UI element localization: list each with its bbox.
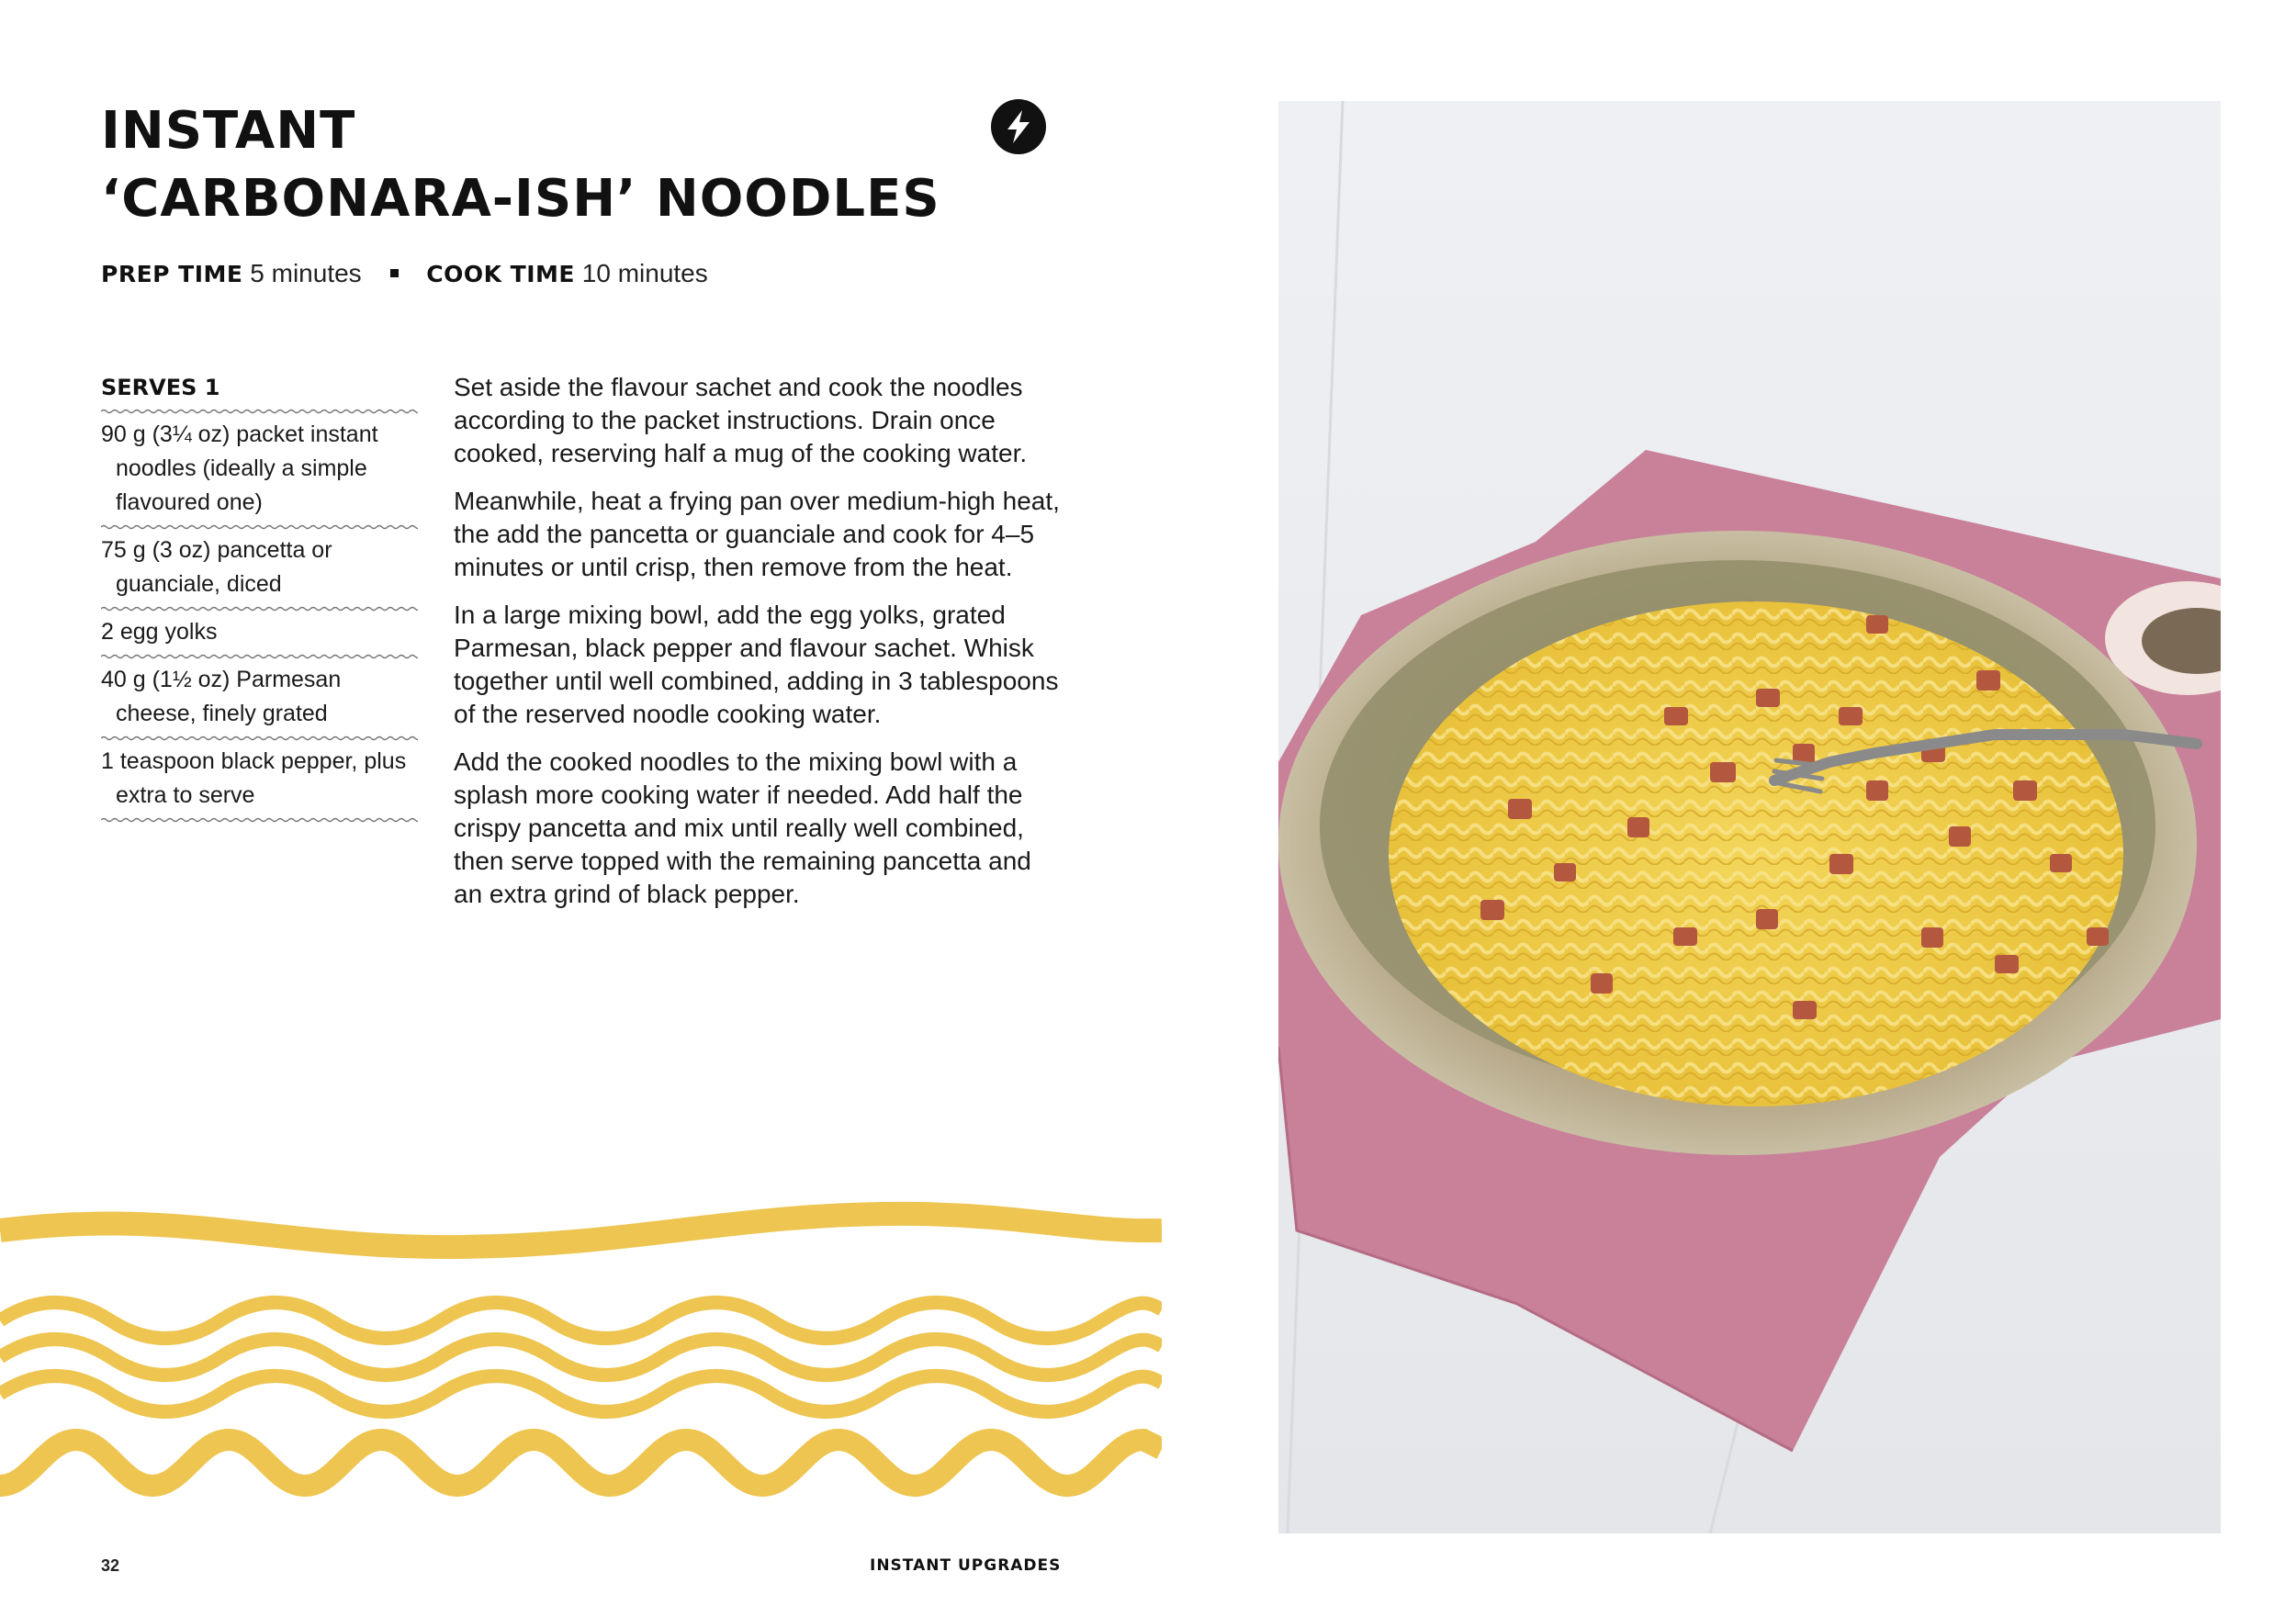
ingredient-item: 2 egg yolks [101, 619, 218, 645]
method-step: In a large mixing bowl, add the egg yolks, grated Parmesan, black pepper and flavour sachet. Whisk together until well combined, adding in 3 tablespoons of the reserved noodle cooking water. [454, 601, 1059, 728]
wavy-divider [101, 523, 418, 531]
page-number: 32 [101, 1556, 120, 1575]
recipe-title [101, 97, 940, 233]
noodle-strand [0, 1214, 1162, 1247]
lightning-bolt-icon [991, 99, 1046, 154]
cook-time-label: COOK TIME [426, 261, 575, 287]
method-steps [454, 371, 1060, 926]
noodle-wave-decoration [0, 1194, 1162, 1506]
method-step: Add the cooked noodles to the mixing bowl with a splash more cooking water if needed. Add half the crispy pancetta and mix until really well combined, then serve topped with the remaining pancetta and an extra grind of black pepper. [454, 747, 1031, 908]
separator-dot [390, 269, 399, 277]
recipe-photo [1278, 101, 2221, 1533]
prep-time-value: 5 minutes [250, 259, 362, 287]
noodle-strand [0, 1303, 1162, 1339]
recipe-title-line-2: ‘CARBONARA-ISH’ NOODLES [101, 169, 940, 229]
wavy-divider [101, 653, 418, 660]
noodle-strand [0, 1440, 1162, 1486]
section-name: INSTANT UPGRADES [870, 1556, 1062, 1575]
serves-heading: SERVES 1 [101, 375, 220, 400]
ingredient-item: 90 g (3¼ oz) packet instant noodles (ideally a simple flavoured one) [101, 421, 378, 515]
ingredient-item: 1 teaspoon black pepper, plus extra to serve [101, 748, 407, 808]
wavy-divider [101, 735, 418, 742]
recipe-title-line-1: INSTANT [101, 101, 356, 161]
ingredients-list [101, 371, 418, 824]
method-step: Set aside the flavour sachet and cook the noodles according to the packet instructions. Drain once cooked, reserving half a mug of the cooking water. [454, 373, 1028, 467]
recipe-times [101, 257, 708, 291]
wavy-divider [101, 408, 418, 415]
wavy-divider [101, 816, 418, 824]
cook-time-value: 10 minutes [581, 259, 708, 287]
ingredient-item: 75 g (3 oz) pancetta or guanciale, diced [101, 537, 332, 597]
method-step: Meanwhile, heat a frying pan over medium-high heat, the add the pancetta or guanciale and cook for 4–5 minutes or until crisp, then remove from the heat. [454, 487, 1060, 581]
wavy-divider [101, 605, 418, 612]
ingredient-item: 40 g (1½ oz) Parmesan cheese, finely grated [101, 667, 342, 726]
prep-time-label: PREP TIME [101, 261, 243, 287]
